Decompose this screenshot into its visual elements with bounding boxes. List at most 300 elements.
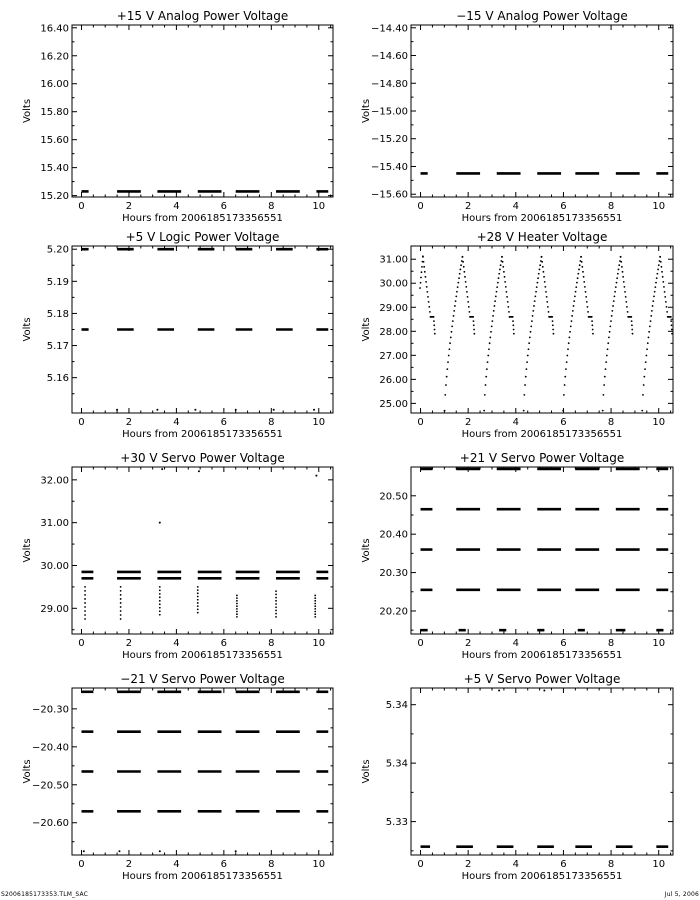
data-point (314, 595, 316, 597)
data-point (664, 296, 666, 298)
x-axis-label: Hours from 2006185173356551 (122, 650, 283, 661)
data-point (544, 286, 546, 288)
data-point (567, 348, 569, 350)
data-point (621, 266, 623, 268)
footer-filename: S2006185173353.TLM_SAC (1, 891, 89, 898)
data-point (464, 276, 466, 278)
chart-title: −21 V Servo Power Voltage (120, 672, 285, 686)
chart-title: +5 V Servo Power Voltage (463, 672, 621, 686)
data-point (159, 603, 161, 605)
x-tick-label: 4 (512, 417, 519, 428)
data-point (235, 409, 237, 411)
data-point (236, 605, 238, 607)
y-tick-label: 31.00 (40, 518, 69, 530)
data-point (653, 295, 655, 297)
data-point (505, 286, 507, 288)
x-tick-label: 4 (512, 638, 519, 649)
data-point (616, 277, 618, 279)
x-tick-label: 6 (220, 201, 228, 212)
data-point (528, 342, 530, 344)
data-point (543, 271, 545, 273)
data-point (545, 291, 547, 293)
data-point (551, 316, 553, 318)
data-point (275, 613, 277, 615)
x-tick-label: 10 (312, 417, 326, 428)
data-point (546, 301, 548, 303)
data-point (535, 291, 537, 293)
data-point (489, 337, 491, 339)
x-axis-label: Hours from 2006185173356551 (122, 213, 283, 224)
y-axis-label: Volts (22, 538, 33, 563)
data-point (632, 333, 634, 335)
data-point (484, 394, 486, 396)
data-point (120, 610, 122, 612)
data-point (491, 325, 493, 327)
data-point (562, 410, 564, 412)
data-point (161, 468, 163, 470)
data-point (671, 329, 673, 331)
data-point (447, 361, 449, 363)
plot-frame (411, 688, 673, 855)
data-point (643, 376, 645, 378)
data-point (583, 276, 585, 278)
data-point (453, 310, 455, 312)
x-axis-label: Hours from 2006185173356551 (461, 871, 623, 882)
data-point (665, 301, 667, 303)
data-point (159, 596, 161, 598)
data-point (315, 475, 317, 477)
data-point (624, 291, 626, 293)
data-point (455, 300, 457, 302)
data-point (568, 337, 570, 339)
data-point (500, 264, 502, 266)
x-tick-label: 10 (652, 201, 666, 212)
data-point (611, 315, 613, 317)
data-point (585, 296, 587, 298)
data-point (582, 271, 584, 273)
data-point (647, 342, 649, 344)
data-point (662, 276, 664, 278)
data-point (592, 333, 594, 335)
data-point (499, 269, 501, 271)
chart-panel-2 (361, 9, 673, 224)
data-point (656, 273, 658, 275)
data-point (120, 618, 122, 620)
data-point (526, 361, 528, 363)
data-point (314, 613, 316, 615)
data-point (654, 286, 656, 288)
data-point (455, 295, 457, 297)
data-point (159, 610, 161, 612)
x-tick-label: 2 (125, 201, 133, 212)
data-point (543, 276, 545, 278)
data-point (524, 384, 526, 386)
data-point (423, 261, 425, 263)
data-point (523, 394, 525, 396)
data-point (197, 592, 199, 594)
data-point (452, 320, 454, 322)
data-point (314, 597, 316, 599)
data-point (197, 596, 199, 598)
x-tick-label: 2 (464, 201, 472, 212)
x-tick-label: 8 (268, 859, 275, 870)
x-tick-label: 2 (125, 859, 133, 870)
data-point (236, 608, 238, 610)
data-point (534, 300, 536, 302)
x-tick-label: 8 (268, 638, 275, 649)
y-tick-label: 16.00 (40, 79, 69, 91)
data-point (120, 602, 122, 604)
data-point (197, 612, 199, 614)
data-point (458, 277, 460, 279)
data-point (434, 329, 436, 331)
data-point (159, 589, 161, 591)
y-tick-label: 16.40 (40, 23, 69, 35)
data-point (446, 368, 448, 370)
data-point (483, 410, 485, 412)
data-point (120, 606, 122, 608)
data-point (504, 276, 506, 278)
data-point (620, 256, 622, 258)
y-tick-label: 16.20 (40, 51, 69, 63)
data-point (487, 361, 489, 363)
data-point (670, 316, 672, 318)
data-point (433, 324, 435, 326)
chart-panel-7 (22, 672, 333, 882)
x-tick-label: 6 (560, 638, 567, 649)
x-tick-label: 4 (173, 638, 180, 649)
data-point (513, 329, 515, 331)
data-point (622, 276, 624, 278)
data-point (541, 261, 543, 263)
data-point (573, 300, 575, 302)
data-point (622, 271, 624, 273)
data-point (498, 690, 500, 692)
x-tick-label: 0 (417, 638, 424, 649)
data-point (159, 586, 161, 588)
data-point (568, 342, 570, 344)
y-tick-label: −20.60 (31, 818, 69, 830)
data-point (614, 295, 616, 297)
x-axis-label: Hours from 2006185173356551 (461, 213, 623, 224)
data-point (236, 616, 238, 618)
x-tick-label: 2 (125, 417, 133, 428)
data-point (462, 261, 464, 263)
data-point (577, 273, 579, 275)
y-tick-label: −15.40 (370, 161, 408, 173)
data-point (605, 368, 607, 370)
data-point (656, 277, 658, 279)
data-point (429, 311, 431, 313)
data-point (584, 286, 586, 288)
data-point (552, 324, 554, 326)
data-point (488, 348, 490, 350)
data-point (591, 316, 593, 318)
data-point (451, 331, 453, 333)
data-point (553, 333, 555, 335)
data-point (496, 286, 498, 288)
data-point (531, 320, 533, 322)
x-tick-label: 8 (607, 859, 615, 870)
data-point (666, 311, 668, 313)
data-point (490, 331, 492, 333)
chart-title: +21 V Servo Power Voltage (459, 451, 625, 465)
data-point (671, 333, 673, 335)
data-point (670, 320, 672, 322)
data-point (650, 320, 652, 322)
y-tick-label: 20.50 (379, 491, 408, 503)
data-point (462, 256, 464, 258)
data-point (523, 410, 525, 412)
data-point (548, 311, 550, 313)
data-point (529, 337, 531, 339)
data-point (120, 614, 122, 616)
data-point (659, 256, 661, 258)
data-point (120, 586, 122, 588)
data-point (602, 410, 604, 412)
chart-title: −15 V Analog Power Voltage (456, 9, 628, 23)
x-tick-label: 8 (607, 201, 615, 212)
data-point (450, 337, 452, 339)
data-point (495, 295, 497, 297)
data-point (197, 608, 199, 610)
data-point (591, 320, 593, 322)
x-tick-label: 0 (78, 638, 85, 649)
data-point (660, 261, 662, 263)
data-point (492, 315, 494, 317)
data-point (120, 590, 122, 592)
data-point (661, 271, 663, 273)
x-tick-label: 8 (607, 638, 615, 649)
data-point (537, 277, 539, 279)
y-tick-label: 5.20 (46, 244, 69, 256)
x-tick-label: 4 (173, 859, 180, 870)
data-point (463, 271, 465, 273)
y-tick-label: 27.00 (379, 350, 408, 362)
data-point (84, 606, 86, 608)
data-point (502, 261, 504, 263)
data-point (473, 333, 475, 335)
data-point (235, 850, 237, 852)
data-point (198, 470, 200, 472)
data-point (84, 610, 86, 612)
data-point (591, 324, 593, 326)
data-point (605, 361, 607, 363)
data-point (486, 368, 488, 370)
data-point (566, 361, 568, 363)
data-point (512, 324, 514, 326)
data-point (503, 271, 505, 273)
data-point (651, 310, 653, 312)
data-point (473, 324, 475, 326)
data-point (585, 291, 587, 293)
y-tick-label: 15.60 (40, 135, 69, 147)
data-point (569, 331, 571, 333)
data-point (159, 607, 161, 609)
data-point (617, 273, 619, 275)
y-tick-label: 20.30 (379, 568, 408, 580)
data-point (571, 320, 573, 322)
y-tick-label: 30.00 (379, 278, 408, 290)
data-point (658, 264, 660, 266)
x-tick-label: 10 (312, 638, 326, 649)
data-point (197, 605, 199, 607)
data-point (501, 256, 503, 258)
data-point (581, 266, 583, 268)
x-tick-label: 6 (560, 417, 567, 428)
data-point (532, 315, 534, 317)
data-point (465, 281, 467, 283)
plot-frame (72, 25, 333, 197)
x-tick-label: 8 (268, 201, 275, 212)
data-point (502, 266, 504, 268)
y-axis-label: Volts (361, 317, 372, 342)
data-point (616, 282, 618, 284)
data-point (546, 296, 548, 298)
data-point (563, 394, 565, 396)
x-axis-label: Hours from 2006185173356551 (461, 429, 623, 440)
data-point (236, 595, 238, 597)
data-point (428, 301, 430, 303)
data-point (507, 301, 509, 303)
y-axis-label: Volts (22, 317, 33, 342)
data-point (197, 589, 199, 591)
data-point (504, 281, 506, 283)
data-point (419, 287, 421, 289)
data-point (661, 266, 663, 268)
data-point (275, 590, 277, 592)
data-point (313, 409, 315, 411)
chart-panel-4 (361, 230, 673, 440)
data-point (156, 409, 158, 411)
data-point (642, 394, 644, 396)
data-point (604, 376, 606, 378)
data-point (159, 600, 161, 602)
data-point (448, 355, 450, 357)
data-point (194, 409, 196, 411)
data-point (666, 306, 668, 308)
data-point (314, 616, 316, 618)
data-point (236, 611, 238, 613)
data-point (445, 384, 447, 386)
data-point (646, 348, 648, 350)
data-point (275, 606, 277, 608)
x-tick-label: 2 (464, 417, 472, 428)
data-point (564, 376, 566, 378)
data-point (586, 301, 588, 303)
y-tick-label: −20.50 (31, 780, 69, 792)
y-tick-label: −20.30 (31, 704, 69, 716)
x-axis-label: Hours from 2006185173356551 (122, 871, 283, 882)
data-point (671, 324, 673, 326)
data-point (485, 376, 487, 378)
data-point (609, 331, 611, 333)
data-point (236, 597, 238, 599)
data-point (451, 325, 453, 327)
data-point (84, 614, 86, 616)
data-point (506, 291, 508, 293)
data-point (84, 594, 86, 596)
data-point (624, 286, 626, 288)
data-point (565, 368, 567, 370)
data-point (614, 291, 616, 293)
x-tick-label: 2 (464, 638, 472, 649)
data-point (607, 348, 609, 350)
data-point (159, 850, 161, 852)
data-point (497, 282, 499, 284)
x-tick-label: 0 (417, 201, 424, 212)
data-point (575, 286, 577, 288)
data-point (275, 616, 277, 618)
data-point (485, 384, 487, 386)
data-point (644, 368, 646, 370)
data-point (543, 690, 545, 692)
data-point (489, 342, 491, 344)
x-tick-label: 8 (268, 417, 275, 428)
y-tick-label: 15.20 (40, 191, 69, 203)
data-point (459, 273, 461, 275)
data-point (446, 376, 448, 378)
data-point (618, 269, 620, 271)
data-point (631, 329, 633, 331)
data-point (159, 593, 161, 595)
x-tick-label: 4 (512, 859, 519, 870)
x-tick-label: 4 (173, 417, 180, 428)
data-point (655, 282, 657, 284)
data-point (625, 301, 627, 303)
data-point (648, 337, 650, 339)
data-point (577, 277, 579, 279)
x-tick-label: 6 (560, 859, 567, 870)
data-point (423, 266, 425, 268)
chart-panel-3 (22, 230, 333, 440)
data-point (498, 273, 500, 275)
data-point (465, 286, 467, 288)
x-tick-label: 8 (607, 417, 615, 428)
data-point (275, 593, 277, 595)
y-tick-label: 5.33 (385, 817, 408, 829)
y-tick-label: −14.40 (370, 23, 408, 35)
data-point (448, 348, 450, 350)
data-point (275, 610, 277, 612)
chart-title: +15 V Analog Power Voltage (116, 9, 289, 23)
data-point (538, 273, 540, 275)
x-tick-label: 10 (312, 859, 326, 870)
data-point (506, 296, 508, 298)
data-point (580, 256, 582, 258)
data-point (512, 320, 514, 322)
data-point (120, 594, 122, 596)
x-tick-label: 6 (560, 201, 567, 212)
y-tick-label: 15.40 (40, 163, 69, 175)
data-point (592, 329, 594, 331)
data-point (552, 329, 554, 331)
y-axis-label: Volts (361, 538, 372, 563)
data-point (641, 410, 643, 412)
data-point (566, 355, 568, 357)
data-point (466, 291, 468, 293)
data-point (118, 850, 120, 852)
data-point (537, 282, 539, 284)
data-point (421, 266, 423, 268)
data-point (525, 376, 527, 378)
data-point (236, 603, 238, 605)
data-point (657, 269, 659, 271)
data-point (631, 324, 633, 326)
x-axis-label: Hours from 2006185173356551 (122, 429, 283, 440)
data-point (630, 316, 632, 318)
y-tick-label: −15.00 (370, 106, 408, 118)
